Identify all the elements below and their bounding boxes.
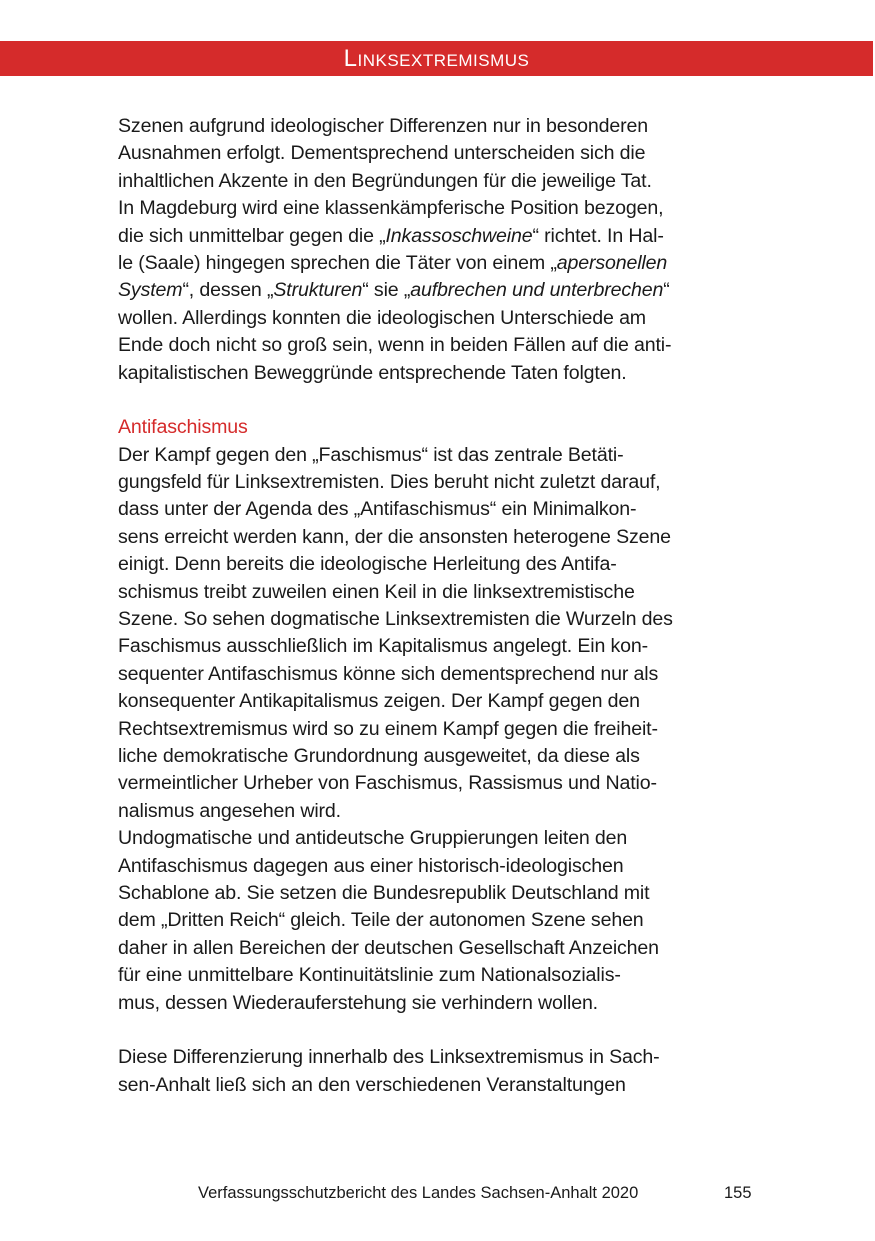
text-run: “ sie „ [362, 279, 411, 302]
chapter-title: Linksextremismus [343, 45, 530, 72]
text-line: wollen. Allerdings konnten die ideologischen Unterschiede am [118, 306, 646, 329]
quote-apersonellen: apersonellen [556, 251, 668, 274]
text-line: Ausnahmen erfolgt. Dementsprechend unterscheiden sich die [118, 142, 646, 165]
text-line: Schablone ab. Sie setzen die Bundesrepublik Deutschland mit [118, 881, 650, 904]
text-line: mus, dessen Wiederauferstehung sie verhindern wollen. [118, 991, 598, 1014]
text-line: liche demokratische Grundordnung ausgeweitet, da diese als [118, 744, 640, 767]
text-line: Ende doch nicht so groß sein, wenn in beiden Fällen auf die anti- [118, 334, 672, 357]
text-line [118, 223, 758, 250]
text-line: Rechtsextremismus wird so zu einem Kampf gegen die freiheit- [118, 717, 658, 740]
text-run: “ richtet. In Hal- [532, 224, 664, 247]
text-line: schismus treibt zuweilen einen Keil in die linksextremistische [118, 580, 635, 603]
paragraph-spacer [118, 1017, 758, 1044]
text-line: inhaltlichen Akzente in den Begründungen für die jeweilige Tat. [118, 169, 652, 192]
paragraph-spacer [118, 387, 758, 414]
page-body [118, 113, 758, 1099]
quote-aufbrechen: aufbrechen und unterbrechen [410, 279, 664, 302]
paragraph-continued [118, 113, 758, 387]
text-line: vermeintlicher Urheber von Faschismus, Rassismus und Natio- [118, 772, 657, 795]
text-line: dass unter der Agenda des „Antifaschismus“ ein Minimalkon- [118, 498, 637, 521]
text-line: Diese Differenzierung innerhalb des Linksextremismus in Sach- [118, 1046, 660, 1069]
text-line: Szenen aufgrund ideologischer Differenzen nur in besonderen [118, 115, 648, 137]
footer-publication-title: Verfassungsschutzbericht des Landes Sachsen-Anhalt 2020 [198, 1184, 639, 1202]
section-heading: Antifaschismus [118, 416, 248, 439]
text-line: nalismus angesehen wird. [118, 799, 341, 822]
text-line: Szene. So sehen dogmatische Linksextremisten die Wurzeln des [118, 608, 673, 631]
text-run: “, dessen „ [182, 279, 274, 302]
paragraph-antifaschismus [118, 442, 758, 825]
text-line: In Magdeburg wird eine klassenkämpferische Position bezogen, [118, 197, 664, 220]
paragraph-differenzierung [118, 1044, 758, 1099]
text-run: “ [663, 279, 670, 302]
quote-system: System [118, 279, 183, 302]
page-number: 155 [724, 1184, 752, 1202]
text-line: für eine unmittelbare Kontinuitätslinie zum Nationalsozialis- [118, 964, 621, 987]
text-run: die sich unmittelbar gegen die „ [118, 224, 386, 247]
text-line: sens erreicht werden kann, der die ansonsten heterogene Szene [118, 525, 671, 548]
text-line: sen-Anhalt ließ sich an den verschiedenen Veranstaltungen [118, 1073, 626, 1096]
text-run: le (Saale) hingegen sprechen die Täter von einem „ [118, 251, 557, 274]
text-line: Der Kampf gegen den „Faschismus“ ist das zentrale Betäti- [118, 443, 624, 466]
text-line: gungsfeld für Linksextremisten. Dies beruht nicht zuletzt darauf, [118, 471, 661, 494]
text-line: konsequenter Antikapitalismus zeigen. Der Kampf gegen den [118, 690, 640, 713]
text-line: einigt. Denn bereits die ideologische Herleitung des Antifa- [118, 553, 617, 576]
text-line: sequenter Antifaschismus könne sich dementsprechend nur als [118, 662, 659, 685]
quote-inkassoschweine: Inkassoschweine [385, 224, 533, 247]
paragraph-undogmatische [118, 825, 758, 1017]
text-line: Undogmatische und antideutsche Gruppierungen leiten den [118, 827, 628, 850]
text-line [118, 250, 758, 277]
text-line [118, 277, 758, 304]
text-line: kapitalistischen Beweggründe entsprechende Taten folgten. [118, 361, 627, 384]
text-line: daher in allen Bereichen der deutschen Gesellschaft Anzeichen [118, 936, 659, 959]
quote-strukturen: Strukturen [273, 279, 363, 302]
text-line: dem „Dritten Reich“ gleich. Teile der autonomen Szene sehen [118, 909, 644, 932]
text-line: Faschismus ausschließlich im Kapitalismus angelegt. Ein kon- [118, 635, 649, 658]
text-line: Antifaschismus dagegen aus einer historisch-ideologischen [118, 854, 624, 877]
